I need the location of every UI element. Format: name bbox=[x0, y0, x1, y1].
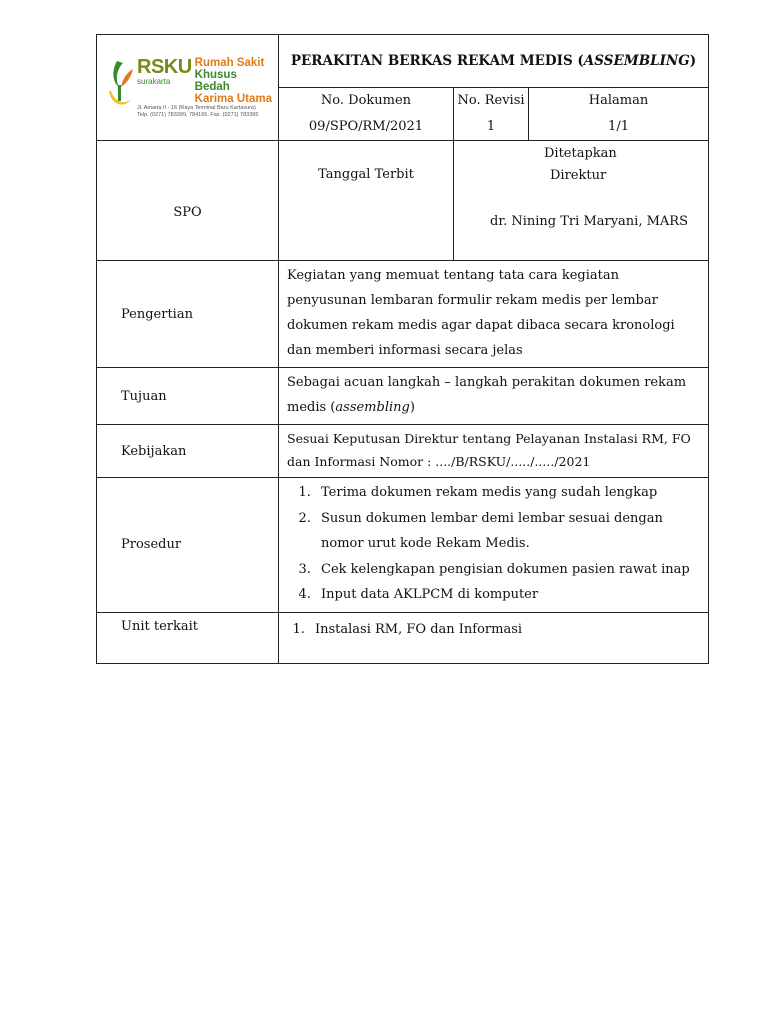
spo-table bbox=[96, 34, 709, 664]
page-value: 1/1 bbox=[608, 119, 629, 134]
tujuan-text bbox=[279, 368, 709, 425]
doc-number-label: No. Dokumen bbox=[320, 93, 412, 108]
logo-cell bbox=[97, 35, 279, 141]
revision-cell bbox=[454, 88, 529, 141]
establishment-cell bbox=[454, 141, 709, 261]
unit-content bbox=[279, 612, 709, 663]
logo-address: Jl. Amarta II - 16 (Raya Terminal Baru Kartasura) bbox=[137, 104, 256, 111]
doc-number-value: 09/SPO/RM/2021 bbox=[308, 119, 424, 134]
doc-number-cell bbox=[279, 88, 454, 141]
prosedur-list bbox=[287, 480, 700, 608]
unit-item: 1. Instalasi RM, FO dan Informasi bbox=[309, 617, 700, 643]
page-cell bbox=[529, 88, 709, 141]
title-close: ) bbox=[689, 53, 697, 69]
revision-label: No. Revisi bbox=[457, 93, 525, 108]
prosedur-step: 1. Terima dokumen rekam medis yang sudah lengkap bbox=[315, 480, 700, 506]
tujuan-label: Tujuan bbox=[97, 368, 279, 425]
director-name: dr. Nining Tri Maryani, MARS bbox=[490, 214, 688, 229]
page-label: Halaman bbox=[588, 93, 649, 108]
revision-value: 1 bbox=[486, 119, 496, 134]
logo-phone: Telp. (0271) 783399, 784165. Fax. (0271) 783395 bbox=[137, 111, 259, 118]
issue-date-label: Tanggal Terbit bbox=[279, 141, 454, 261]
tujuan-text-main: Sebagai acuan langkah – langkah perakitan dokumen rekam medis ( bbox=[287, 375, 687, 415]
kebijakan-text: Sesuai Keputusan Direktur tentang Pelayanan Instalasi RM, FO dan Informasi Nomor : ..../B/RSKU/...../...../2021 bbox=[279, 425, 709, 478]
prosedur-content bbox=[279, 478, 709, 613]
pengertian-label: Pengertian bbox=[97, 261, 279, 368]
logo-abbrev: RSKU bbox=[137, 55, 192, 78]
logo-line-2: Khusus Bedah bbox=[194, 68, 237, 93]
prosedur-step: 4. Input data AKLPCM di komputer bbox=[315, 582, 700, 608]
prosedur-step: 2. Susun dokumen lembar demi lembar sesuai dengan nomor urut kode Rekam Medis. bbox=[315, 506, 700, 557]
spo-document bbox=[96, 34, 708, 637]
tujuan-text-italic: assembling bbox=[335, 400, 410, 415]
prosedur-step: 3. Cek kelengkapan pengisian dokumen pasien rawat inap bbox=[315, 557, 700, 583]
title-italic: ASSEMBLING bbox=[583, 53, 690, 69]
pengertian-text: Kegiatan yang memuat tentang tata cara kegiatan penyusunan lembaran formulir rekam medis per lembar dokumen rekam medis agar dapat dibaca secara kronologi dan memberi informasi secara jelas bbox=[279, 261, 709, 368]
unit-label: Unit terkait bbox=[97, 612, 279, 663]
title-text: PERAKITAN BERKAS REKAM MEDIS ( bbox=[290, 53, 584, 69]
prosedur-label: Prosedur bbox=[97, 478, 279, 613]
kebijakan-label: Kebijakan bbox=[97, 425, 279, 478]
tujuan-text-close: ) bbox=[409, 400, 415, 415]
spo-label: SPO bbox=[97, 141, 279, 261]
logo-city: surakarta bbox=[137, 76, 171, 86]
leaf-emblem-icon bbox=[105, 57, 135, 115]
established-label: Ditetapkan bbox=[544, 146, 617, 161]
director-label: Direktur bbox=[550, 168, 607, 183]
unit-list bbox=[287, 617, 700, 643]
document-title bbox=[279, 35, 709, 88]
logo-line-3: Karima Utama bbox=[194, 92, 273, 105]
hospital-logo bbox=[97, 57, 278, 119]
logo-line-1: Rumah Sakit bbox=[194, 56, 265, 69]
